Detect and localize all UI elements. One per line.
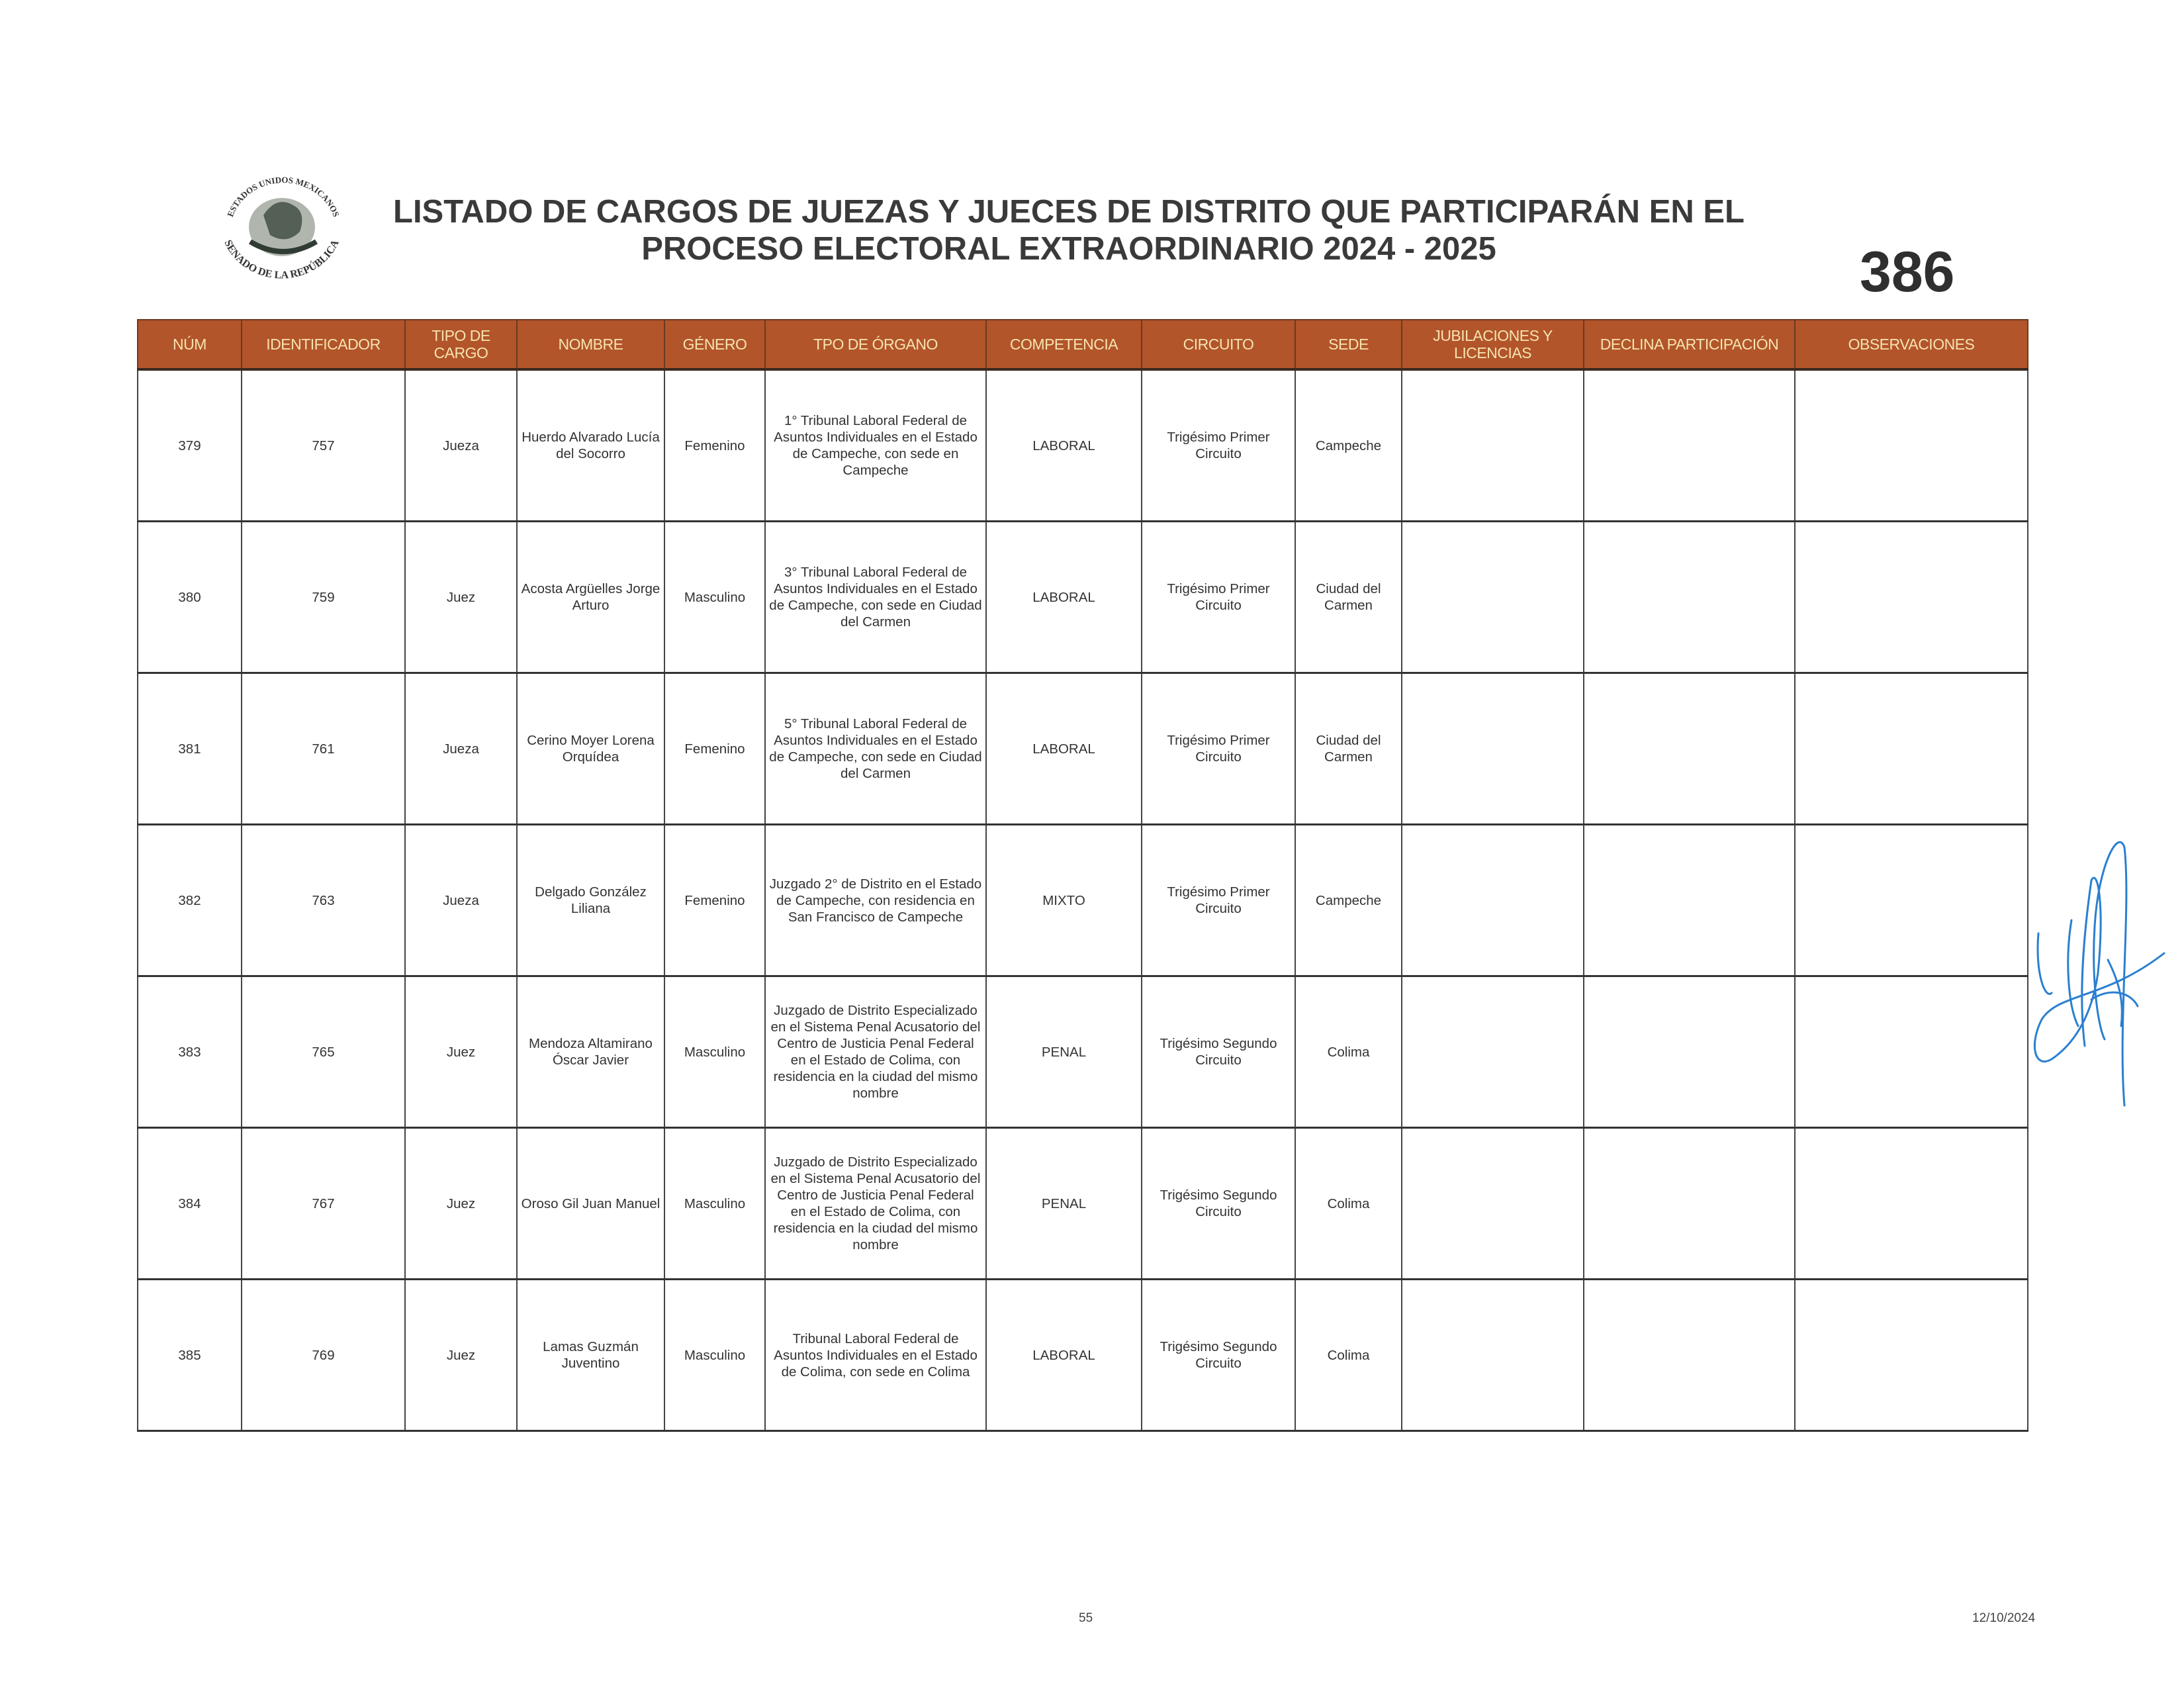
cell-sede: Ciudad del Carmen (1295, 673, 1402, 825)
cell-observaciones (1795, 673, 2028, 825)
cell-tipo-de-organo: 1° Tribunal Laboral Federal de Asuntos Individuales en el Estado de Campeche, con sede en Campeche (765, 369, 986, 522)
cell-jubilaciones-y-licencias (1402, 1280, 1584, 1431)
cell-jubilaciones-y-licencias (1402, 825, 1584, 976)
cell-competencia: LABORAL (986, 673, 1142, 825)
cell-jubilaciones-y-licencias (1402, 1128, 1584, 1280)
cell-competencia: PENAL (986, 1128, 1142, 1280)
cell-jubilaciones-y-licencias (1402, 522, 1584, 673)
cell-declina-participacion (1584, 1280, 1795, 1431)
cell-competencia: LABORAL (986, 1280, 1142, 1431)
cell-num: 379 (138, 369, 242, 522)
cell-num: 384 (138, 1128, 242, 1280)
cell-sede: Colima (1295, 1280, 1402, 1431)
title-line-1: LISTADO DE CARGOS DE JUEZAS Y JUECES DE DISTRITO QUE PARTICIPARÁN EN EL (393, 194, 1745, 230)
cell-genero: Masculino (664, 976, 765, 1128)
cell-circuito: Trigésimo Segundo Circuito (1142, 976, 1295, 1128)
cell-nombre: Oroso Gil Juan Manuel (517, 1128, 664, 1280)
cell-nombre: Cerino Moyer Lorena Orquídea (517, 673, 664, 825)
table-row (138, 976, 2028, 1128)
cell-jubilaciones-y-licencias (1402, 673, 1584, 825)
cell-nombre: Acosta Argüelles Jorge Arturo (517, 522, 664, 673)
cell-circuito: Trigésimo Primer Circuito (1142, 522, 1295, 673)
cell-identificador: 769 (242, 1280, 405, 1431)
cell-genero: Masculino (664, 522, 765, 673)
column-header-competencia: COMPETENCIA (986, 320, 1142, 369)
cell-num: 383 (138, 976, 242, 1128)
svg-text:SENADO DE LA REPÚBLICA: SENADO DE LA REPÚBLICA (222, 238, 341, 281)
cell-identificador: 767 (242, 1128, 405, 1280)
footer-page-number: 55 (1079, 1611, 1093, 1625)
cell-genero: Femenino (664, 825, 765, 976)
svg-text:ESTADOS UNIDOS MEXICANOS: ESTADOS UNIDOS MEXICANOS (225, 175, 341, 218)
cell-genero: Femenino (664, 673, 765, 825)
cell-tipo-de-cargo: Jueza (405, 825, 517, 976)
cell-identificador: 761 (242, 673, 405, 825)
cell-identificador: 765 (242, 976, 405, 1128)
cell-declina-participacion (1584, 976, 1795, 1128)
cell-nombre: Lamas Guzmán Juventino (517, 1280, 664, 1431)
cell-circuito: Trigésimo Segundo Circuito (1142, 1128, 1295, 1280)
title-line-2: PROCESO ELECTORAL EXTRAORDINARIO 2024 - 2025 (641, 231, 1496, 267)
cell-genero: Masculino (664, 1128, 765, 1280)
cell-observaciones (1795, 825, 2028, 976)
cell-competencia: LABORAL (986, 522, 1142, 673)
page-stamp-number: 386 (1860, 240, 1955, 304)
cell-declina-participacion (1584, 369, 1795, 522)
table-header-row (138, 320, 2028, 369)
cell-identificador: 757 (242, 369, 405, 522)
column-header-nombre: NOMBRE (517, 320, 664, 369)
table-row (138, 369, 2028, 522)
cell-identificador: 759 (242, 522, 405, 673)
cell-sede: Campeche (1295, 369, 1402, 522)
cell-tipo-de-organo: Juzgado 2° de Distrito en el Estado de Campeche, con residencia en San Francisco de Campeche (765, 825, 986, 976)
cell-observaciones (1795, 522, 2028, 673)
cell-tipo-de-organo: Juzgado de Distrito Especializado en el Sistema Penal Acusatorio del Centro de Justicia Penal Federal en el Estado de Colima, con residencia en la ciudad del mismo nombre (765, 1128, 986, 1280)
column-header-tipo-de-organo: TPO DE ÓRGANO (765, 320, 986, 369)
cell-jubilaciones-y-licencias (1402, 976, 1584, 1128)
cell-observaciones (1795, 369, 2028, 522)
cell-competencia: MIXTO (986, 825, 1142, 976)
cell-observaciones (1795, 976, 2028, 1128)
cell-jubilaciones-y-licencias (1402, 369, 1584, 522)
cell-num: 380 (138, 522, 242, 673)
table-row (138, 1128, 2028, 1280)
handwritten-signature (2025, 827, 2171, 1112)
cell-competencia: LABORAL (986, 369, 1142, 522)
cell-tipo-de-cargo: Juez (405, 976, 517, 1128)
cell-genero: Masculino (664, 1280, 765, 1431)
column-header-genero: GÉNERO (664, 320, 765, 369)
cell-tipo-de-cargo: Jueza (405, 369, 517, 522)
cell-sede: Ciudad del Carmen (1295, 522, 1402, 673)
cell-tipo-de-organo: 3° Tribunal Laboral Federal de Asuntos Individuales en el Estado de Campeche, con sede en Ciudad del Carmen (765, 522, 986, 673)
cell-nombre: Huerdo Alvarado Lucía del Socorro (517, 369, 664, 522)
cell-declina-participacion (1584, 1128, 1795, 1280)
cell-tipo-de-cargo: Juez (405, 522, 517, 673)
column-header-tipo-de-cargo: TIPO DE CARGO (405, 320, 517, 369)
cell-tipo-de-organo: Tribunal Laboral Federal de Asuntos Individuales en el Estado de Colima, con sede en Colima (765, 1280, 986, 1431)
cell-tipo-de-cargo: Jueza (405, 673, 517, 825)
cell-num: 382 (138, 825, 242, 976)
cell-circuito: Trigésimo Segundo Circuito (1142, 1280, 1295, 1431)
table-row (138, 825, 2028, 976)
cell-competencia: PENAL (986, 976, 1142, 1128)
cell-declina-participacion (1584, 825, 1795, 976)
table-row (138, 522, 2028, 673)
senado-seal-logo (210, 169, 353, 288)
page-title (371, 193, 1767, 267)
column-header-declina-participacion: DECLINA PARTICIPACIÓN (1584, 320, 1795, 369)
cell-observaciones (1795, 1280, 2028, 1431)
cell-sede: Campeche (1295, 825, 1402, 976)
cell-num: 385 (138, 1280, 242, 1431)
cell-tipo-de-organo: Juzgado de Distrito Especializado en el Sistema Penal Acusatorio del Centro de Justicia Penal Federal en el Estado de Colima, con residencia en la ciudad del mismo nombre (765, 976, 986, 1128)
column-header-observaciones: OBSERVACIONES (1795, 320, 2028, 369)
footer-date: 12/10/2024 (1972, 1611, 2036, 1625)
cell-nombre: Mendoza Altamirano Óscar Javier (517, 976, 664, 1128)
cell-circuito: Trigésimo Primer Circuito (1142, 825, 1295, 976)
cell-genero: Femenino (664, 369, 765, 522)
cell-declina-participacion (1584, 522, 1795, 673)
cell-num: 381 (138, 673, 242, 825)
cell-circuito: Trigésimo Primer Circuito (1142, 673, 1295, 825)
column-header-identificador: IDENTIFICADOR (242, 320, 405, 369)
column-header-jubilaciones-y-licencias: JUBILACIONES Y LICENCIAS (1402, 320, 1584, 369)
column-header-circuito: CIRCUITO (1142, 320, 1295, 369)
column-header-num: NÚM (138, 320, 242, 369)
cell-tipo-de-cargo: Juez (405, 1280, 517, 1431)
cell-nombre: Delgado González Liliana (517, 825, 664, 976)
cell-sede: Colima (1295, 976, 1402, 1128)
table-row (138, 673, 2028, 825)
cell-tipo-de-cargo: Juez (405, 1128, 517, 1280)
cell-circuito: Trigésimo Primer Circuito (1142, 369, 1295, 522)
judges-table (137, 319, 2028, 1432)
cell-observaciones (1795, 1128, 2028, 1280)
table-row (138, 1280, 2028, 1431)
cell-identificador: 763 (242, 825, 405, 976)
cell-declina-participacion (1584, 673, 1795, 825)
cell-sede: Colima (1295, 1128, 1402, 1280)
column-header-sede: SEDE (1295, 320, 1402, 369)
cell-tipo-de-organo: 5° Tribunal Laboral Federal de Asuntos Individuales en el Estado de Campeche, con sede en Ciudad del Carmen (765, 673, 986, 825)
